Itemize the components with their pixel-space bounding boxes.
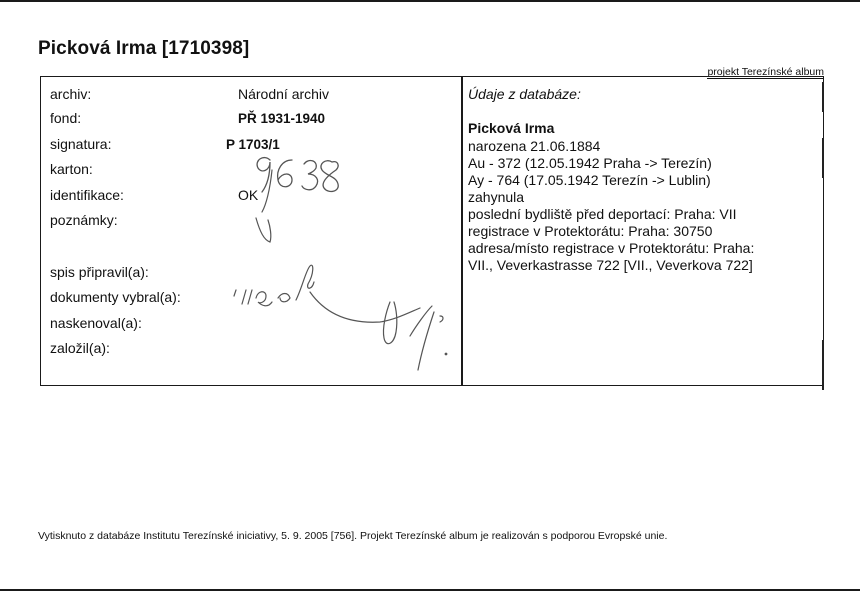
top-rule (0, 0, 860, 2)
page-title: Picková Irma [1710398] (38, 38, 250, 59)
project-label: projekt Terezínské album (707, 66, 824, 78)
field-value-archiv: Národní archiv (238, 86, 330, 102)
database-line: narozena 21.06.1884 (468, 138, 601, 154)
database-line: poslední bydliště před deportací: Praha: VII (468, 206, 737, 222)
field-label-identifikace: identifikace: (50, 187, 124, 203)
field-label-signatura: signatura: (50, 136, 112, 152)
right-edge-mark (822, 340, 824, 390)
bottom-rule (0, 589, 860, 591)
field-value-fond: PŘ 1931-1940 (238, 111, 326, 126)
field-value-signatura: P 1703/1 (226, 137, 280, 152)
database-line: Au - 372 (12.05.1942 Praha -> Terezín) (468, 155, 712, 171)
database-line: VII., Veverkastrasse 722 [VII., Veverkova 722] (468, 257, 753, 273)
field-value-identifikace: OK (238, 187, 259, 203)
field-label-zalozil: založil(a): (50, 340, 110, 356)
right-edge-mark (822, 138, 824, 178)
field-label-poznamky: poznámky: (50, 212, 118, 228)
print-footer: Vytisknuto z databáze Institutu Terezínské iniciativy, 5. 9. 2005 [756]. Projekt Terezínské album je realizován s podporou Evropské unie. (38, 530, 668, 542)
column-divider (461, 76, 463, 386)
field-label-fond: fond: (50, 110, 82, 126)
field-label-archiv: archiv: (50, 86, 92, 102)
field-label-naskenoval: naskenoval(a): (50, 315, 142, 331)
field-label-spis-pripravil: spis připravil(a): (50, 264, 149, 280)
field-label-karton: karton: (50, 161, 93, 177)
database-line: zahynula (468, 189, 525, 205)
database-line: registrace v Protektorátu: Praha: 30750 (468, 223, 713, 239)
database-line: adresa/místo registrace v Protektorátu: Praha: (468, 240, 755, 256)
database-heading: Údaje z databáze: (468, 86, 581, 102)
database-line: Ay - 764 (17.05.1942 Terezín -> Lublin) (468, 172, 711, 188)
right-edge-mark (822, 82, 824, 112)
person-name: Picková Irma (468, 120, 555, 136)
field-label-dokumenty-vybral: dokumenty vybral(a): (50, 289, 181, 305)
